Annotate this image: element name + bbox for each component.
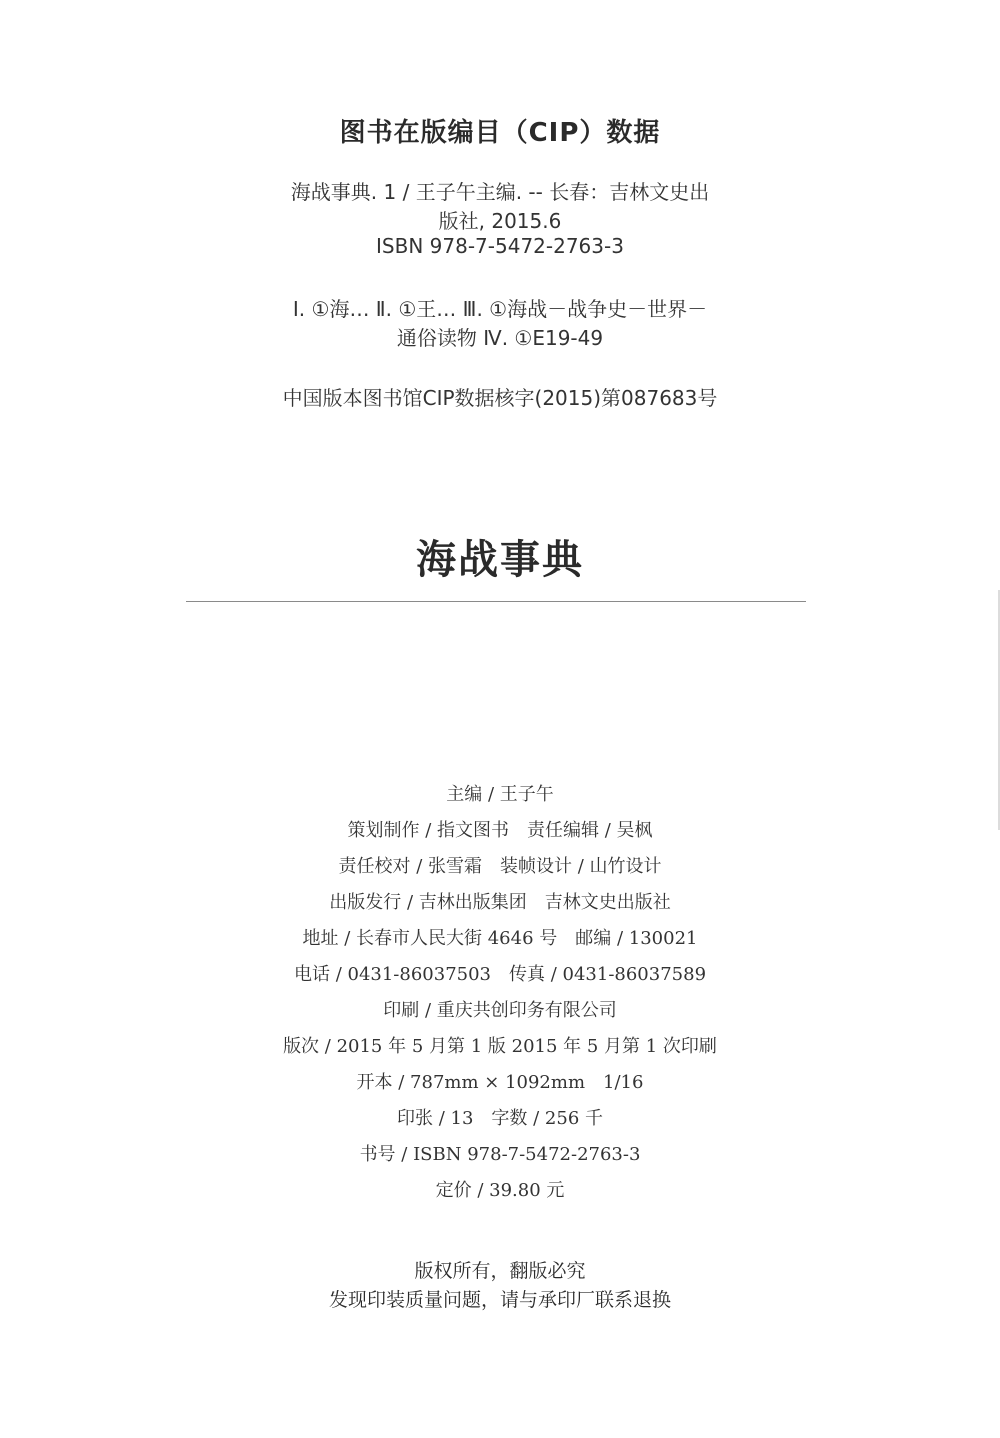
credit-isbn: 书号 / ISBN 978-7-5472-2763-3 xyxy=(359,1144,641,1165)
cip-line-2: 版社, 2015.6 xyxy=(438,209,562,233)
credit-address: 地址 / 长春市人民大街 4646 号 邮编 / 130021 xyxy=(302,928,698,949)
credit-publisher: 出版发行 / 吉林出版集团 吉林文史出版社 xyxy=(329,892,671,913)
credit-planning: 策划制作 / 指文图书 责任编辑 / 吴枫 xyxy=(347,820,653,841)
credit-editor: 主编 / 王子午 xyxy=(446,784,554,805)
credit-format: 开本 / 787mm × 1092mm 1/16 xyxy=(356,1072,644,1093)
cip-heading: 图书在版编目（CIP）数据 xyxy=(339,118,661,148)
credit-edition: 版次 / 2015 年 5 月第 1 版 2015 年 5 月第 1 次印刷 xyxy=(283,1036,717,1057)
divider-rule xyxy=(186,601,806,602)
book-title: 海战事典 xyxy=(416,536,584,583)
credit-phone: 电话 / 0431-86037503 传真 / 0431-86037589 xyxy=(293,964,707,985)
cip-line-classification-cont: 通俗读物 Ⅳ. ①E19-49 xyxy=(396,326,604,350)
cip-line-classification: Ⅰ. ①海… Ⅱ. ①王… Ⅲ. ①海战－战争史－世界－ xyxy=(292,297,708,321)
cip-line-isbn: ISBN 978-7-5472-2763-3 xyxy=(376,234,624,258)
cip-line-record-number: 中国版本图书馆CIP数据核字(2015)第087683号 xyxy=(282,386,718,410)
footer-notice: 发现印装质量问题，请与承印厂联系退换 xyxy=(328,1289,671,1311)
credit-proofreading: 责任校对 / 张雪霜 装帧设计 / 山竹设计 xyxy=(338,856,662,877)
credit-sheets: 印张 / 13 字数 / 256 千 xyxy=(397,1108,603,1129)
credit-printer: 印刷 / 重庆共创印务有限公司 xyxy=(383,1000,617,1021)
footer-rights: 版权所有，翻版必究 xyxy=(414,1260,586,1282)
credit-price: 定价 / 39.80 元 xyxy=(435,1180,565,1201)
cip-line-1: 海战事典. 1 / 王子午主编. -- 长春：吉林文史出 xyxy=(290,180,710,204)
